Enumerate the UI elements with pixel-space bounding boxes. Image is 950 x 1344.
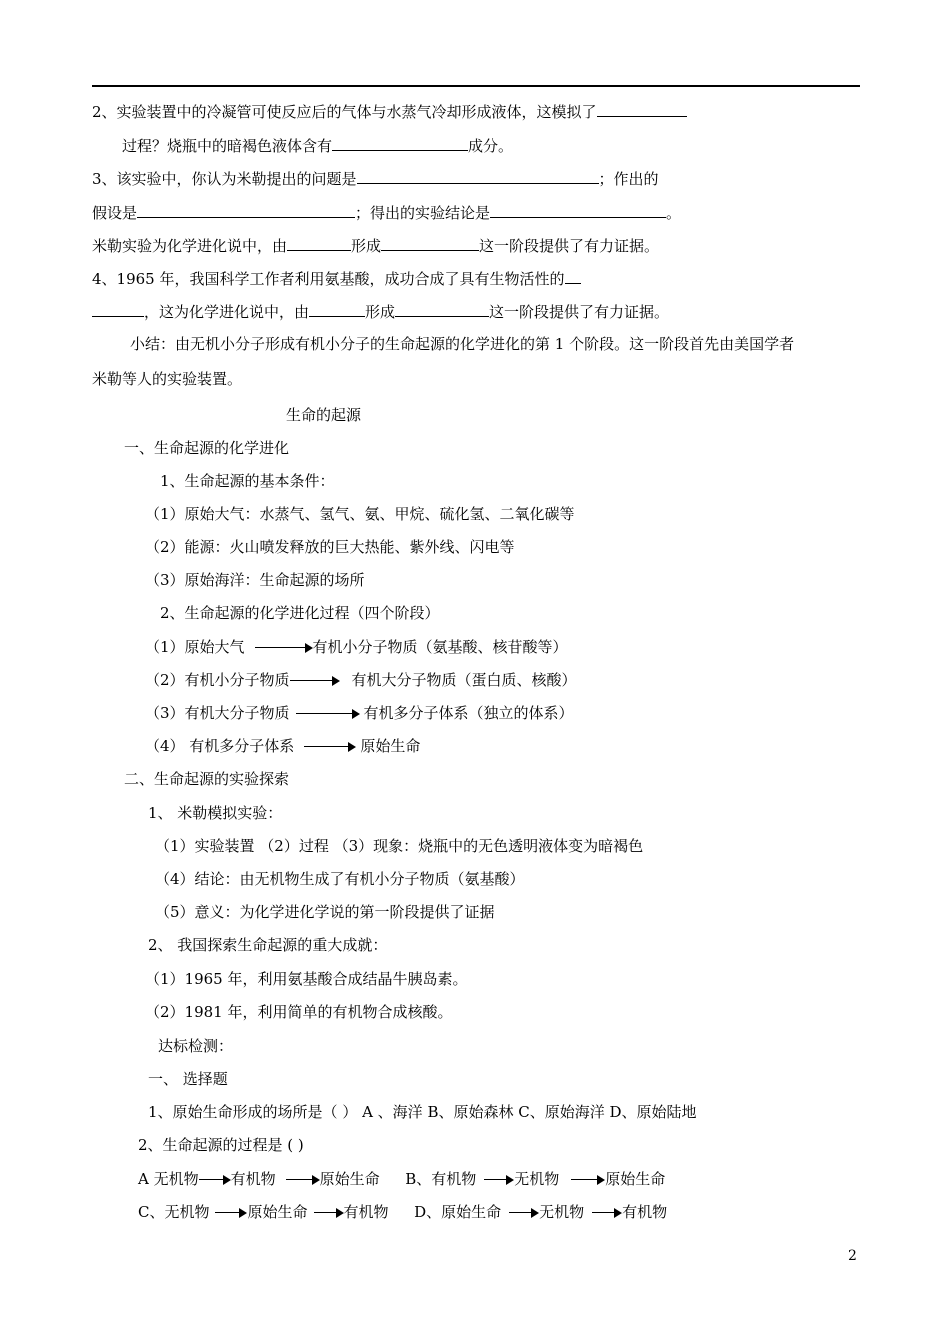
q4-text-2b: 形成 (365, 303, 396, 321)
q3-line1 (92, 167, 659, 189)
heading-experiment: 二、生命起源的实验探索 (124, 770, 290, 788)
blank-field[interactable] (597, 100, 687, 117)
achievement-item: （2）1981 年，利用简单的有机物合成核酸。 (145, 1003, 453, 1021)
blank-field[interactable] (92, 300, 144, 317)
test-section: 一、 选择题 (148, 1070, 228, 1088)
experiment-item: （1）实验装置 （2）过程 （3）现象：烧瓶中的无色透明液体变为暗褐色 (155, 837, 644, 855)
arrow-icon (592, 1208, 622, 1218)
summary-line1: 小结：由无机小分子形成有机小分子的生命起源的化学进化的第 1 个阶段。这一阶段首先由美国学者 (130, 335, 795, 353)
q2-line1 (92, 100, 687, 122)
blank-field[interactable] (565, 267, 581, 284)
blank-field[interactable] (287, 234, 351, 251)
process-from: （3）有机大分子物质 (145, 704, 290, 722)
subheading-basic-conditions: 1、生命起源的基本条件： (160, 472, 335, 490)
q3-text-1b: ；作出的 (598, 170, 659, 188)
q4-text-2a: ，这为化学进化说中，由 (144, 303, 310, 321)
arrow-icon (199, 1175, 231, 1185)
q3-text-3c: 这一阶段提供了有力证据。 (479, 237, 660, 255)
answer-options-cd (138, 1202, 667, 1222)
option-a[interactable]: A 无机物 有机物 原始生命 (138, 1170, 380, 1188)
q4-text-2c: 这一阶段提供了有力证据。 (489, 303, 670, 321)
process-to: 有机小分子物质（氨基酸、核苷酸等） (312, 638, 568, 656)
process-to: 有机大分子物质（蛋白质、核酸） (351, 671, 577, 689)
process-from: （2）有机小分子物质 (145, 671, 290, 689)
subheading-achievements: 2、 我国探索生命起源的重大成就： (148, 936, 388, 954)
q4-line2 (92, 300, 669, 322)
process-step (145, 670, 577, 690)
blank-field[interactable] (381, 234, 479, 251)
process-from: （4） 有机多分子体系 (145, 737, 295, 755)
q3-line3 (92, 234, 659, 256)
blank-field[interactable] (357, 167, 599, 184)
q2-line2 (122, 134, 513, 156)
answer-options-ab (138, 1169, 665, 1189)
arrow-icon (571, 1175, 605, 1185)
option-c[interactable]: C、无机物 原始生命 有机物 (138, 1203, 389, 1221)
summary-line2: 米勒等人的实验装置。 (92, 370, 243, 388)
q2-text-2a: 过程？烧瓶中的暗褐色液体含有 (122, 137, 333, 155)
process-step (145, 736, 420, 756)
option-b[interactable]: B、有机物 无机物 原始生命 (405, 1170, 666, 1188)
blank-field[interactable] (309, 300, 365, 317)
q3-text-3b: 形成 (351, 237, 382, 255)
heading-chemical-evolution: 一、生命起源的化学进化 (124, 439, 290, 457)
subheading-evolution-process: 2、生命起源的化学进化过程（四个阶段） (160, 604, 440, 622)
header-rule (92, 85, 860, 87)
arrow-icon (314, 1208, 344, 1218)
q3-line2 (92, 201, 681, 223)
q4-line1 (92, 267, 581, 289)
q3-text-3a: 米勒实验为化学进化说中，由 (92, 237, 288, 255)
blank-field[interactable] (332, 134, 468, 151)
blank-field[interactable] (137, 201, 355, 218)
page-number: 2 (848, 1248, 857, 1264)
achievement-item: （1）1965 年，利用氨基酸合成结晶牛胰岛素。 (145, 970, 468, 988)
process-step (145, 703, 574, 723)
q2-text-1: 2、实验装置中的冷凝管可使反应后的气体与水蒸气冷却形成液体，这模拟了 (92, 103, 597, 121)
blank-field[interactable] (490, 201, 666, 218)
test-question-2: 2、生命起源的过程是 ( ) (138, 1136, 304, 1154)
arrow-icon (484, 1175, 514, 1185)
q2-text-2b: 成分。 (468, 137, 514, 155)
arrow-icon (215, 1208, 247, 1218)
condition-item: （1）原始大气：水蒸气、氢气、氨、甲烷、硫化氢、二氧化碳等 (145, 505, 575, 523)
arrow-icon (304, 742, 356, 752)
q3-text-2b: ；得出的实验结论是 (355, 204, 491, 222)
arrow-icon (509, 1208, 539, 1218)
test-title: 达标检测： (158, 1037, 234, 1055)
process-to: 有机多分子体系（独立的体系） (363, 704, 574, 722)
q3-text-2c: 。 (666, 204, 682, 222)
arrow-icon (290, 676, 340, 686)
process-to: 原始生命 (360, 737, 421, 755)
experiment-item: （4）结论：由无机物生成了有机小分子物质（氨基酸） (155, 870, 525, 888)
experiment-item: （5）意义：为化学进化学说的第一阶段提供了证据 (155, 903, 495, 921)
process-from: （1）原始大气 (145, 638, 245, 656)
q3-text-1a: 3、该实验中，你认为米勒提出的问题是 (92, 170, 357, 188)
test-question-1: 1、原始生命形成的场所是（ ） A 、海洋 B、原始森林 C、原始海洋 D、原始陆地 (148, 1103, 697, 1121)
section-title: 生命的起源 (286, 406, 362, 424)
q4-text-1: 4、1965 年，我国科学工作者利用氨基酸，成功合成了具有生物活性的 (92, 270, 565, 288)
subheading-miller: 1、 米勒模拟实验： (148, 804, 283, 822)
q3-text-2a: 假设是 (92, 204, 138, 222)
blank-field[interactable] (395, 300, 489, 317)
arrow-icon (255, 643, 313, 653)
arrow-icon (296, 709, 360, 719)
condition-item: （2）能源：火山喷发释放的巨大热能、紫外线、闪电等 (145, 538, 515, 556)
arrow-icon (286, 1175, 320, 1185)
process-step (145, 637, 568, 657)
option-d[interactable]: D、原始生命 无机物 有机物 (414, 1203, 668, 1221)
condition-item: （3）原始海洋：生命起源的场所 (145, 571, 365, 589)
